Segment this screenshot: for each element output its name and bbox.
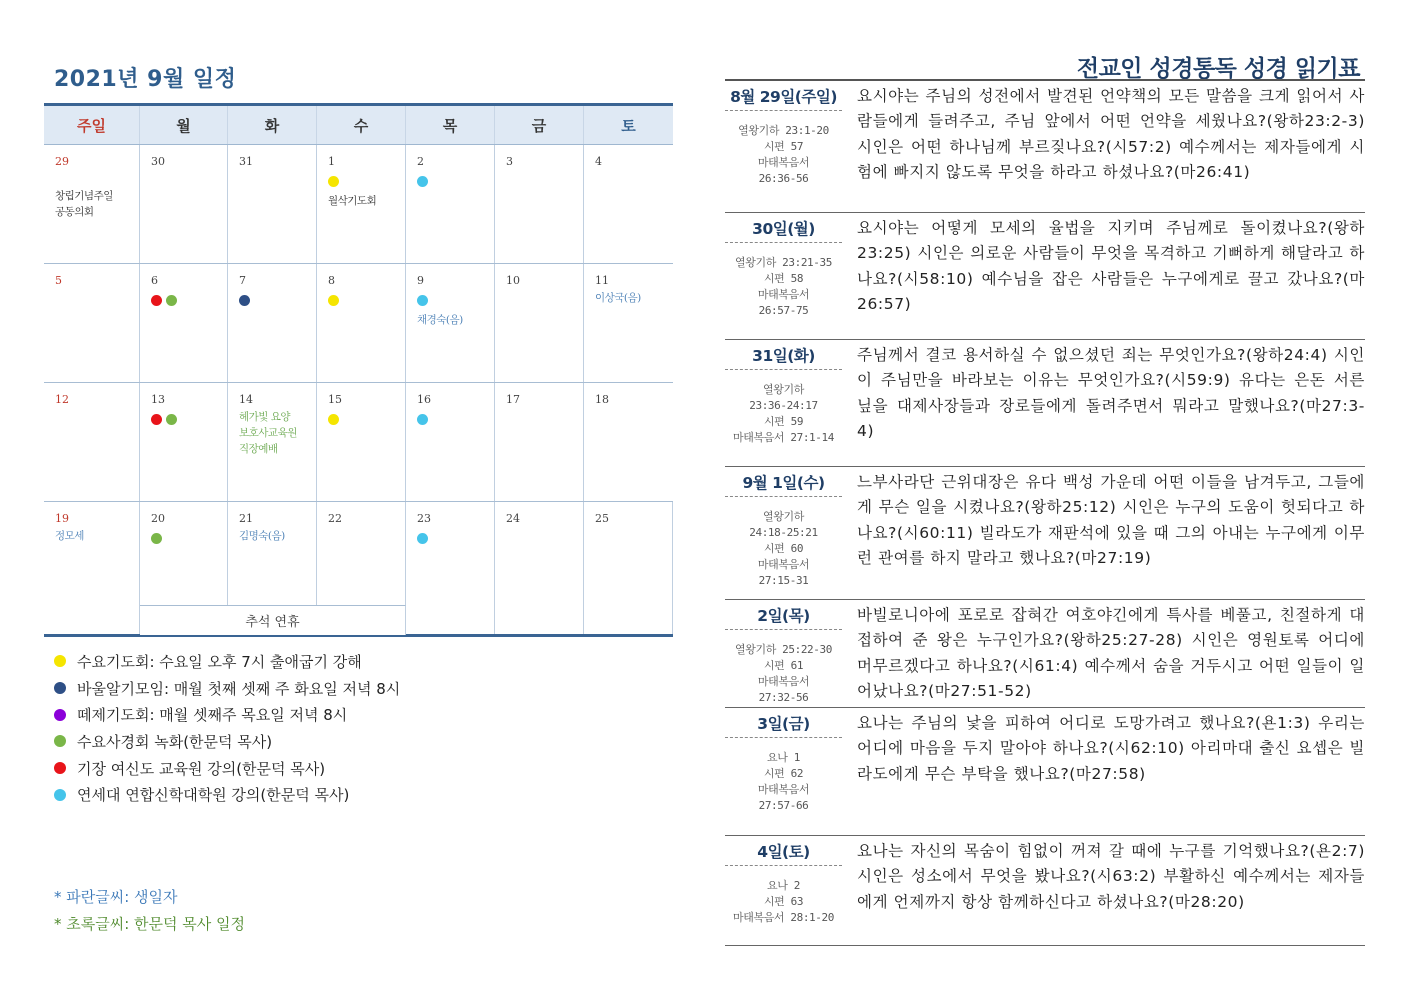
purple-dot-icon	[54, 709, 66, 721]
calendar-day-cell[interactable]	[495, 502, 584, 634]
reading-reference: 마태복음서 27:1-14	[733, 431, 834, 444]
calendar-day-cell[interactable]	[406, 502, 495, 634]
cyan-event-dot-icon	[417, 295, 428, 306]
reading-reference: 열왕기하 25:22-30	[735, 643, 832, 656]
reading-references	[725, 738, 842, 814]
reading-date: 3일(금)	[725, 708, 842, 738]
reading-reference: 마태복음서	[757, 675, 810, 688]
reading-row	[725, 600, 1365, 708]
calendar-day-cell[interactable]	[228, 145, 317, 263]
day-number: 12	[55, 393, 69, 406]
reading-reference: 열왕기하	[763, 383, 804, 396]
reading-reference: 27:32-56	[758, 691, 809, 704]
calendar-day-cell[interactable]	[495, 264, 584, 382]
reading-references	[725, 866, 842, 926]
calendar-day-cell[interactable]	[406, 383, 495, 501]
calendar-weekday-header	[44, 103, 673, 145]
event-dots	[151, 531, 227, 545]
navy-dot-icon	[54, 682, 66, 694]
reading-row-meta	[725, 600, 843, 707]
calendar-day-cell[interactable]	[140, 383, 228, 501]
day-number: 24	[506, 512, 520, 525]
legend-label: 떼제기도회: 매월 셋째주 목요일 저녁 8시	[77, 706, 348, 725]
red-event-dot-icon	[151, 295, 162, 306]
reading-table	[725, 79, 1365, 946]
event-dots	[595, 531, 672, 545]
cyan-dot-icon	[54, 789, 66, 801]
reading-reference: 24:18-25:21	[749, 526, 818, 539]
cyan-event-dot-icon	[417, 533, 428, 544]
reading-date: 31일(화)	[725, 340, 842, 370]
reading-date: 4일(토)	[725, 836, 842, 866]
weekday-monday: 월	[140, 106, 228, 144]
weekday-saturday: 토	[621, 116, 636, 135]
calendar-day-cell[interactable]	[44, 383, 140, 501]
reading-row	[725, 467, 1365, 600]
day-number: 23	[417, 512, 431, 525]
day-number: 14	[239, 393, 253, 406]
reading-reference: 시편 61	[763, 659, 804, 672]
day-number: 1	[328, 155, 335, 168]
reading-reference: 27:15-31	[758, 574, 809, 587]
calendar-day-cell[interactable]	[406, 145, 495, 263]
calendar-day-cell[interactable]	[317, 145, 406, 263]
red-dot-icon	[54, 762, 66, 774]
calendar-day-cell[interactable]	[228, 264, 317, 382]
event-dots	[417, 412, 494, 426]
day-number: 6	[151, 274, 158, 287]
calendar	[44, 103, 673, 637]
event-dots	[328, 174, 405, 188]
event-dots	[55, 174, 139, 188]
reading-row	[725, 708, 1365, 836]
event-dots	[417, 174, 494, 188]
reading-reference: 열왕기하 23:21-35	[735, 256, 832, 269]
day-number: 31	[239, 155, 253, 168]
yellow-event-dot-icon	[328, 414, 339, 425]
reading-questions: 요나는 자신의 목숨이 힘없이 꺼져 갈 때에 누구를 기억했나요?(욘2:7) 시인은 성소에서 무엇을 봤나요?(시63:2) 부활하신 예수께서는 제자들에게 언제까지 항상 함께하신다고 하셨나요?(마28:20)	[857, 842, 1365, 911]
reading-reference: 마태복음서	[757, 558, 810, 571]
event-dots	[595, 174, 673, 188]
reading-reference: 시편 60	[763, 542, 804, 555]
legend-item	[54, 648, 400, 675]
reading-date: 2일(목)	[725, 600, 842, 630]
calendar-day-cell[interactable]	[140, 264, 228, 382]
calendar-legend	[54, 648, 400, 808]
calendar-week-row	[44, 264, 673, 383]
red-event-dot-icon	[151, 414, 162, 425]
weekday-friday: 금	[495, 106, 584, 144]
footnote-green-pastor: * 초록글씨: 한문덕 목사 일정	[54, 915, 246, 933]
event-dots	[239, 174, 316, 188]
reading-references	[725, 243, 842, 319]
reading-date: 9월 1일(수)	[725, 467, 842, 497]
day-number: 13	[151, 393, 165, 406]
day-number: 8	[328, 274, 335, 287]
day-number: 7	[239, 274, 246, 287]
reading-reference: 마태복음서 28:1-20	[733, 911, 834, 924]
reading-reference: 요나 2	[767, 879, 800, 892]
calendar-day-cell[interactable]	[228, 383, 317, 501]
day-note: 정모세	[55, 530, 84, 542]
day-note: 창립기념주일	[55, 190, 113, 202]
event-dots	[328, 293, 405, 307]
calendar-day-cell[interactable]	[584, 502, 673, 634]
day-note: 채경숙(음)	[417, 314, 463, 326]
day-note: 헤가빛 요양	[239, 411, 291, 423]
day-number: 15	[328, 393, 342, 406]
calendar-day-cell[interactable]	[140, 145, 228, 263]
calendar-weeks	[44, 145, 673, 637]
reading-questions: 요시야는 주님의 성전에서 발견된 언약책의 모든 말씀을 크게 읽어서 사람들에게 들려주고, 주님 앞에서 어떤 언약을 세웠나요?(왕하23:2-3) 시인은 어떤 하나님께 부르짖나요?(시57:2) 예수께서는 제자들에게 시험에 빠지지 않도록 무엇을 하라고 하셨나요?(마26:41)	[857, 87, 1365, 181]
footnote-blue-birthday: * 파란글씨: 생일자	[54, 888, 178, 906]
reading-questions: 요시야는 어떻게 모세의 율법을 지키며 주님께로 돌이켰나요?(왕하23:25) 시인은 의로운 사람들이 무엇을 목격하고 기뻐하게 해달라고 하나요?(시58:10) 예수님을 잡은 사람들은 누구에게로 끌고 갔나요?(마26:57)	[857, 219, 1365, 313]
green-event-dot-icon	[166, 414, 177, 425]
event-dots	[55, 293, 139, 307]
day-number: 16	[417, 393, 431, 406]
reading-questions: 바빌로니아에 포로로 잡혀간 여호야긴에게 특사를 베풀고, 친절하게 대접하여 준 왕은 누구인가요?(왕하25:27-28) 시인은 영원토록 어디에 머무르겠다고 하나요?(시61:4) 예수께서 숨을 거두시고 어떤 일들이 일어났나요?(마27:51-52)	[857, 606, 1365, 700]
event-dots	[151, 174, 227, 188]
legend-item	[54, 728, 400, 755]
day-number: 17	[506, 393, 520, 406]
event-dots	[506, 412, 583, 426]
holiday-band-chuseok: 추석 연휴	[140, 605, 406, 635]
event-dots	[506, 293, 583, 307]
reading-row-meta	[725, 81, 843, 212]
legend-item	[54, 781, 400, 808]
day-number: 11	[595, 274, 609, 287]
day-number: 5	[55, 274, 62, 287]
reading-row	[725, 81, 1365, 213]
day-number: 18	[595, 393, 609, 406]
legend-item	[54, 701, 400, 728]
reading-references	[725, 630, 842, 706]
yellow-event-dot-icon	[328, 176, 339, 187]
event-dots	[595, 412, 673, 426]
reading-reference: 시편 62	[763, 767, 804, 780]
legend-label: 기장 여신도 교육원 강의(한문덕 목사)	[77, 759, 326, 778]
reading-date: 30일(월)	[725, 213, 842, 243]
day-note: 김명숙(음)	[239, 530, 285, 542]
reading-row	[725, 836, 1365, 946]
reading-reference: 23:36-24:17	[749, 399, 818, 412]
calendar-day-cell[interactable]	[44, 502, 140, 634]
event-dots	[417, 293, 494, 307]
legend-item	[54, 755, 400, 782]
reading-row-meta	[725, 467, 843, 599]
day-note: 이상국(음)	[595, 292, 641, 304]
calendar-week-row	[44, 502, 673, 637]
calendar-day-cell[interactable]	[317, 264, 406, 382]
green-event-dot-icon	[166, 295, 177, 306]
day-number: 25	[595, 512, 609, 525]
reading-row	[725, 340, 1365, 467]
calendar-title: 2021년 9월 일정	[54, 67, 237, 92]
event-dots	[151, 412, 227, 426]
reading-questions: 요나는 주님의 낯을 피하여 어디로 도망가려고 했나요?(욘1:3) 우리는 어디에 마음을 두지 말아야 하나요?(시62:10) 아리마대 출신 요셉은 빌라도에게 무슨 부탁을 했나요?(마27:58)	[857, 714, 1365, 783]
day-note: 월삭기도회	[328, 195, 377, 207]
calendar-day-cell[interactable]	[495, 145, 584, 263]
calendar-week-row	[44, 145, 673, 264]
calendar-day-cell[interactable]	[584, 264, 673, 382]
reading-row-meta	[725, 708, 843, 835]
reading-row	[725, 213, 1365, 340]
reading-reference: 시편 57	[763, 140, 804, 153]
reading-row-meta	[725, 213, 843, 339]
reading-reference: 26:36-56	[758, 172, 809, 185]
reading-reference: 열왕기하 23:1-20	[738, 124, 829, 137]
legend-item	[54, 675, 400, 702]
day-number: 22	[328, 512, 342, 525]
day-number: 20	[151, 512, 165, 525]
reading-references	[725, 370, 842, 446]
event-dots	[239, 293, 316, 307]
yellow-dot-icon	[54, 655, 66, 667]
weekday-wednesday: 수	[317, 106, 406, 144]
reading-questions: 주님께서 결코 용서하실 수 없으셨던 죄는 무엇인가요?(왕하24:4) 시인이 주님만을 바라보는 이유는 무엇인가요?(시59:9) 유다는 은돈 서른 닢을 대제사장들과 장로들에게 돌려주면서 뭐라고 말했나요?(마27:3-4)	[857, 346, 1365, 440]
reading-row-meta	[725, 340, 843, 466]
event-dots	[506, 174, 583, 188]
reading-reference: 마태복음서	[757, 156, 810, 169]
reading-reference: 열왕기하	[763, 510, 804, 523]
day-number: 9	[417, 274, 424, 287]
day-note: 공동의회	[55, 206, 94, 218]
reading-reference: 시편 59	[763, 415, 804, 428]
reading-reference: 27:57-66	[758, 799, 809, 812]
event-dots	[328, 412, 405, 426]
day-number: 19	[55, 512, 69, 525]
legend-label: 수요기도회: 수요일 오후 7시 출애굽기 강해	[77, 652, 362, 671]
calendar-day-cell[interactable]	[317, 383, 406, 501]
calendar-day-cell[interactable]	[406, 264, 495, 382]
reading-references	[725, 111, 842, 187]
yellow-event-dot-icon	[328, 295, 339, 306]
cyan-event-dot-icon	[417, 414, 428, 425]
day-number: 30	[151, 155, 165, 168]
legend-label: 연세대 연합신학대학원 강의(한문덕 목사)	[77, 786, 350, 805]
calendar-day-cell[interactable]	[44, 264, 140, 382]
reading-row-meta	[725, 836, 843, 945]
day-number: 2	[417, 155, 424, 168]
calendar-day-cell[interactable]	[584, 145, 673, 263]
day-note: 직장예배	[239, 443, 278, 455]
cyan-event-dot-icon	[417, 176, 428, 187]
event-dots	[506, 531, 583, 545]
calendar-day-cell[interactable]	[584, 383, 673, 501]
event-dots	[151, 293, 227, 307]
reading-title: 전교인 성경통독 성경 읽기표	[1076, 56, 1360, 82]
reading-references	[725, 497, 842, 589]
day-number: 29	[55, 155, 69, 168]
calendar-week-row	[44, 383, 673, 502]
weekday-sunday: 주일	[44, 106, 140, 144]
green-dot-icon	[54, 735, 66, 747]
reading-reference: 26:57-75	[758, 304, 809, 317]
reading-reference: 시편 58	[763, 272, 804, 285]
reading-reference: 시편 63	[763, 895, 804, 908]
reading-date: 8월 29일(주일)	[725, 81, 842, 111]
reading-reference: 요나 1	[767, 751, 800, 764]
event-dots	[328, 531, 405, 545]
reading-questions: 느부사라단 근위대장은 유다 백성 가운데 어떤 이들을 남겨두고, 그들에게 무슨 일을 시켰나요?(왕하25:12) 시인은 누구의 도움이 헛되다고 하나요?(시60:11) 빌라도가 재판석에 있을 때 그의 아내는 누구에게 이무런 관여를 하지 말라고 했나요?(마27:19)	[857, 473, 1365, 567]
day-number: 3	[506, 155, 513, 168]
calendar-day-cell[interactable]	[44, 145, 140, 263]
event-dots	[55, 412, 139, 426]
event-dots	[417, 531, 494, 545]
day-number: 4	[595, 155, 602, 168]
reading-reference: 마태복음서	[757, 288, 810, 301]
green-event-dot-icon	[151, 533, 162, 544]
weekday-tuesday: 화	[228, 106, 317, 144]
day-number: 10	[506, 274, 520, 287]
legend-label: 바울알기모임: 매월 첫째 셋째 주 화요일 저녁 8시	[77, 679, 401, 698]
legend-label: 수요사경회 녹화(한문덕 목사)	[77, 732, 273, 751]
navy-event-dot-icon	[239, 295, 250, 306]
calendar-day-cell[interactable]	[495, 383, 584, 501]
day-note: 보호사교육원	[239, 427, 297, 439]
reading-reference: 마태복음서	[757, 783, 810, 796]
weekday-thursday: 목	[406, 106, 495, 144]
day-number: 21	[239, 512, 253, 525]
